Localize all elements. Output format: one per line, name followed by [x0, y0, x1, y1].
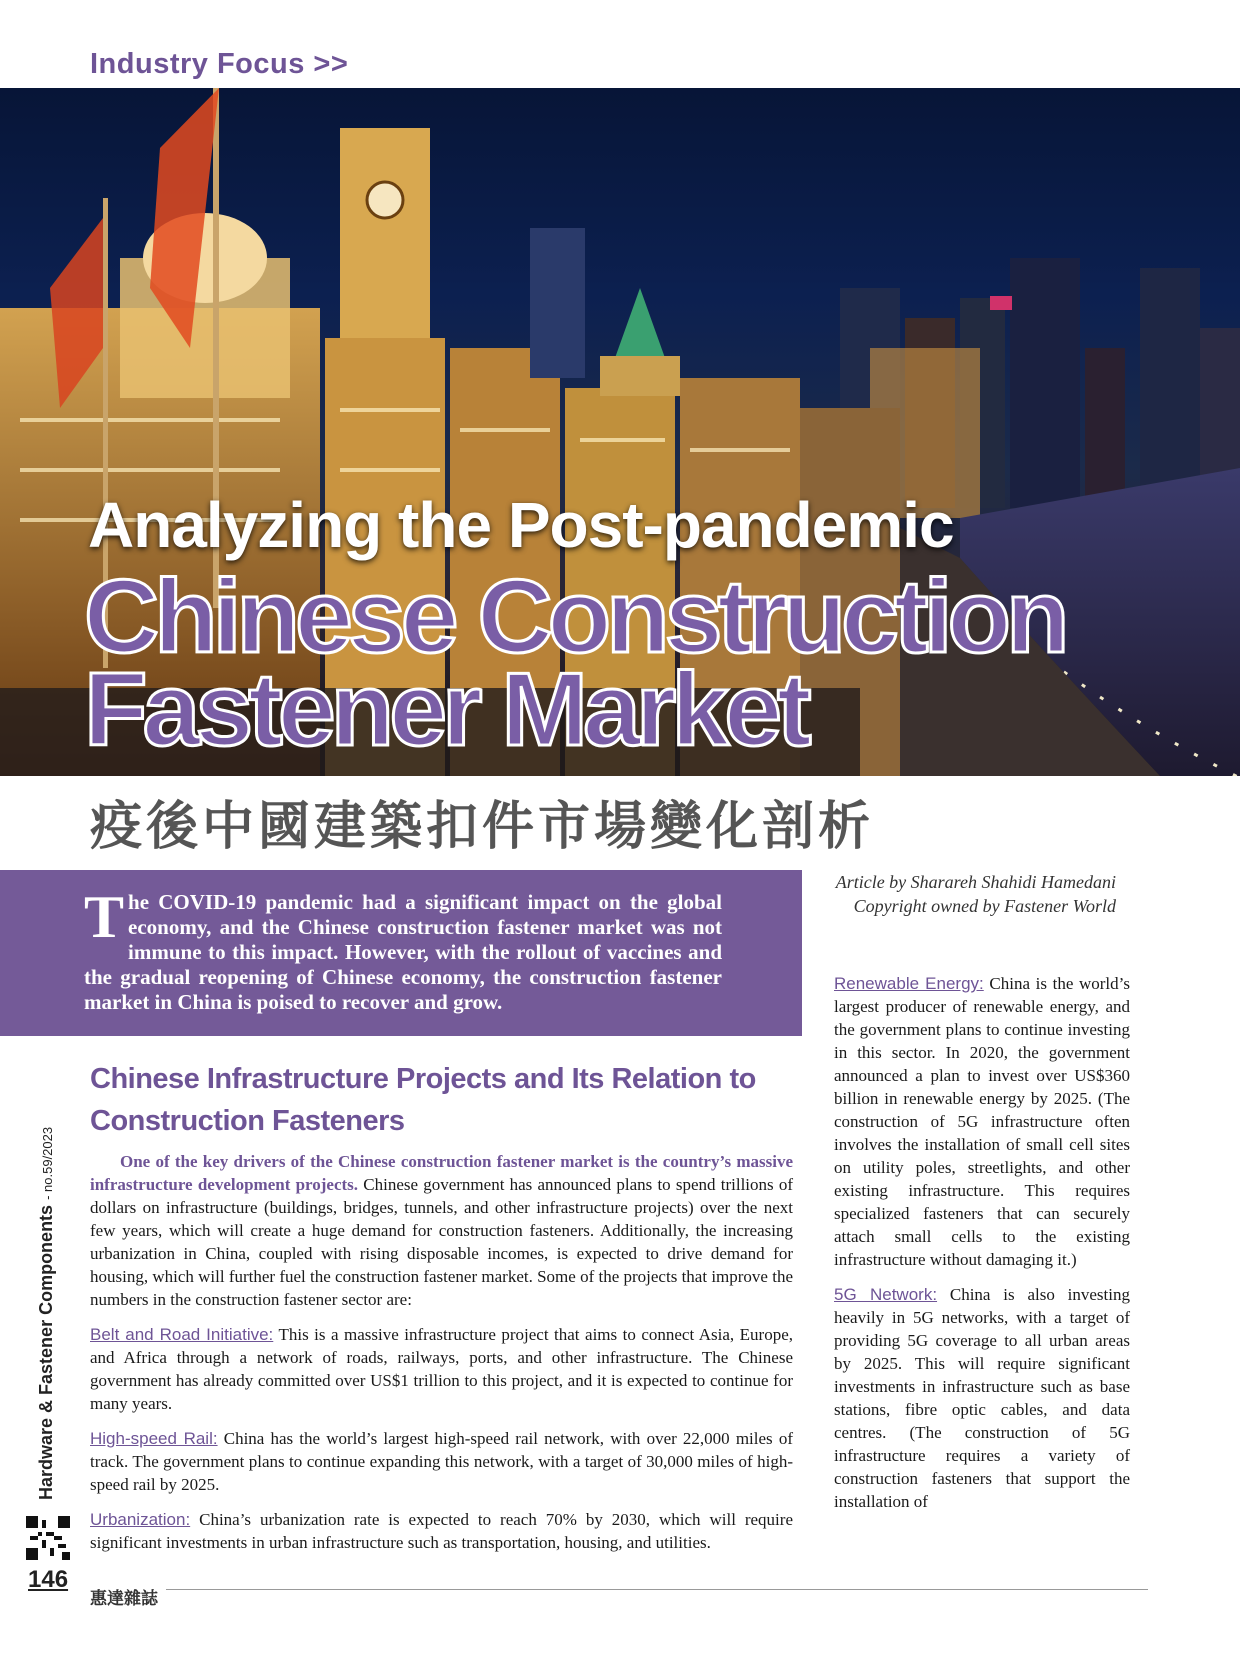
footer-rule — [90, 1589, 1148, 1590]
title-line-2: Chinese Construction — [84, 559, 1065, 675]
item-label: High-speed Rail: — [90, 1429, 218, 1448]
item-label: Urbanization: — [90, 1510, 191, 1529]
list-item — [90, 1427, 793, 1496]
list-item — [834, 972, 1130, 1271]
item-text: This is a massive infrastructure project that aims to connect Asia, Europe, and Africa through a network of roads, railways, ports, and other infrastructure. The Chinese government has already committed over US$1 trillion to this project, and it is expected to continue for many years. — [90, 1325, 793, 1413]
item-text: China has the world’s largest high-speed rail network, with over 22,000 miles of track. The government plans to continue expanding this network, with a target of 30,000 miles of high-speed rail by 2025. — [90, 1429, 793, 1494]
byline-author: Article by Sharareh Shahidi Hamedani — [835, 872, 1116, 892]
body-column-left — [90, 1150, 793, 1566]
chinese-title: 疫後中國建築扣件市場變化剖析 — [90, 797, 875, 857]
drop-cap: T — [84, 884, 125, 950]
item-label: 5G Network: — [834, 1285, 938, 1304]
byline — [836, 870, 1116, 918]
item-text: China is also investing heavily in 5G networks, with a target of providing 5G coverage to all urban areas by 2025. This will require significant investments in infrastructure such as base stations, fibre optic cables, and data centres. (The construction of 5G infrastructure requires a variety of construction fasteners that support the installation of — [834, 1285, 1130, 1511]
title-line-1: Analyzing the Post-pandemic — [88, 489, 954, 561]
list-item — [90, 1323, 793, 1415]
list-item — [90, 1508, 793, 1554]
intro-text: he COVID-19 pandemic had a significant impact on the global economy, and the Chinese construction fastener market was not immune to this impact. However, with the rollout of vaccines and the gradual reopening of Chinese economy, the construction fastener market in China is poised to recover and grow. — [84, 890, 722, 1014]
list-item — [834, 1283, 1130, 1513]
section-heading: Chinese Infrastructure Projects and Its Relation to Construction Fasteners — [90, 1063, 756, 1137]
intro-band — [0, 870, 802, 1036]
title-line-3: Fastener Market — [84, 652, 807, 768]
magazine-spine-label — [36, 1060, 62, 1500]
intro-paragraph — [84, 884, 722, 1015]
item-text: China’s urbanization rate is expected to reach 70% by 2030, which will require significant investments in urban infrastructure such as transportation, housing, and utilities. — [90, 1510, 793, 1552]
body-text: Chinese government has announced plans to spend trillions of dollars on infrastructure (buildings, bridges, tunnels, and other infrastructure projects) over the next few years, which will create a huge demand for construction fasteners. Additionally, the increasing urbanization in China, coupled with rising disposable incomes, is expected to drive demand for housing, which will further fuel the construction fastener market. Some of the projects that improve the numbers in the construction fastener sector are: — [90, 1175, 793, 1309]
magazine-name: Hardware & Fastener Components — [36, 1204, 56, 1500]
page-number: 146 — [28, 1566, 69, 1593]
byline-copyright: Copyright owned by Fastener World — [853, 896, 1116, 916]
lead-sentence: One of the key drivers of the Chinese construction fastener market is the country’s massive infrastructure development projects. — [90, 1152, 793, 1194]
issue-number: - no.59/2023 — [40, 1126, 55, 1200]
section-kicker: Industry Focus >> — [90, 48, 349, 80]
body-paragraph — [90, 1150, 793, 1311]
item-label: Renewable Energy: — [834, 974, 984, 993]
qr-code-icon[interactable] — [26, 1516, 70, 1560]
publisher-name: 惠達雜誌 — [90, 1584, 166, 1609]
body-column-right — [834, 972, 1130, 1525]
item-text: China is the world’s largest producer of renewable energy, and the government plans to continue investing in this sector. In 2020, the government announced a plan to invest over US$360 billion in renewable energy by 2025. (The construction of 5G infrastructure often involves the installation of small cell sites on utility poles, streetlights, and other existing infrastructure. This requires specialized fasteners that can securely attach small cells to the existing infrastructure without damaging it.) — [834, 974, 1130, 1269]
item-label: Belt and Road Initiative: — [90, 1325, 274, 1344]
